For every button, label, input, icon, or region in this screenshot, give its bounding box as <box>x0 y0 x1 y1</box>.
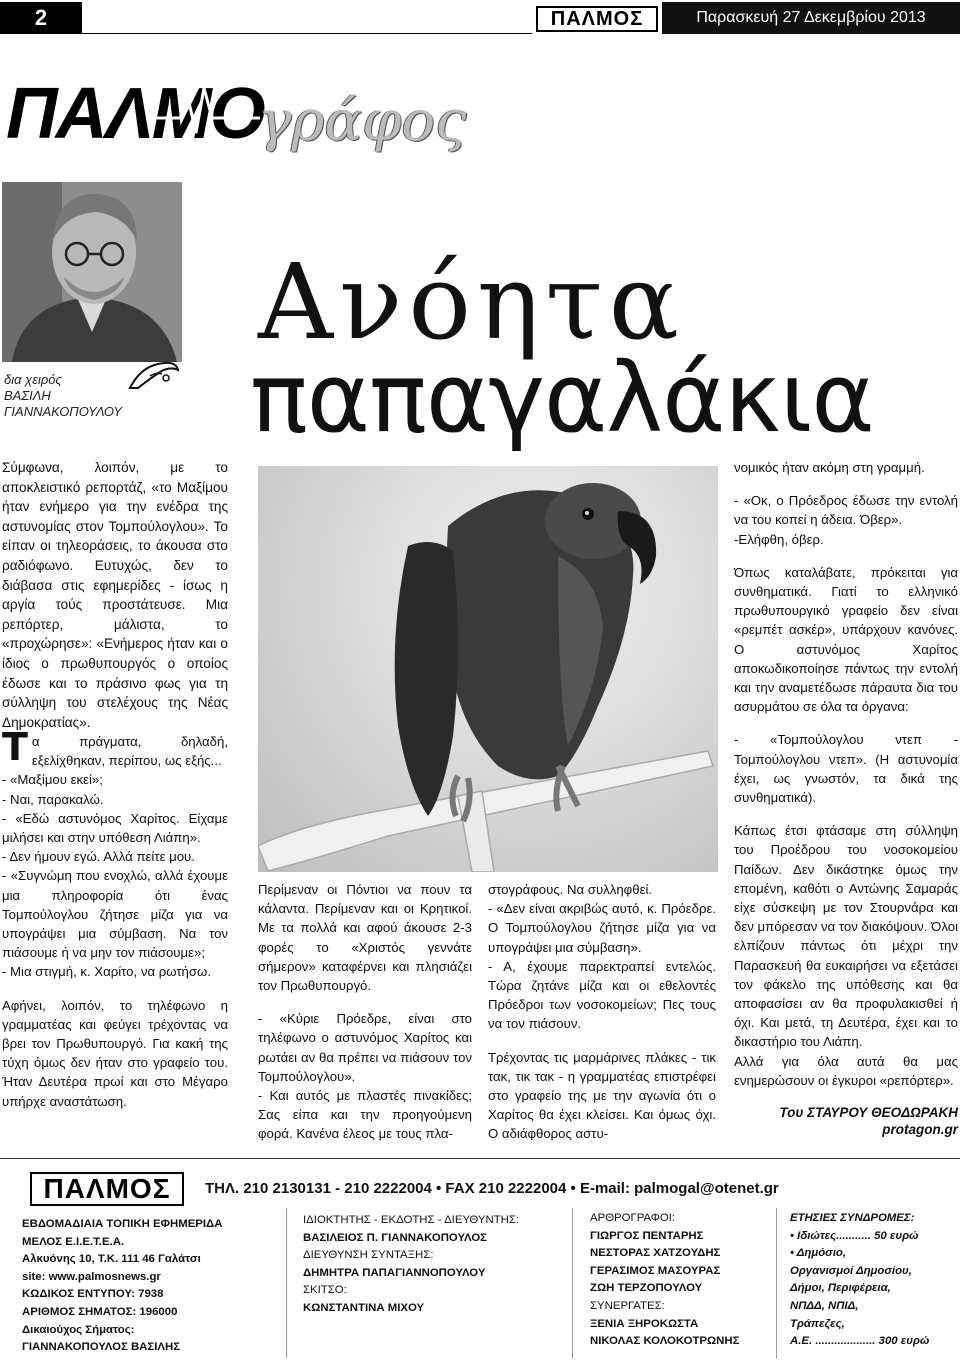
footer-line: Αλκυόνης 10, Τ.Κ. 111 46 Γαλάτσι <box>22 1253 201 1266</box>
dialogue-line: - Α, έχουμε παρεκτραπεί εντελώς. Τώρα ζητάνε μίζα και οι εθελοντές Πρόεδροι των νοσοκομείων; Πες τους να τον πιάσουν. <box>488 958 716 1032</box>
subscription-line: Δήμοι, Περιφέρεια, <box>790 1282 891 1295</box>
byline-first-name: ΒΑΣΙΛΗ <box>4 388 51 403</box>
footer-line: Δικαιούχος Σήματος: <box>22 1323 135 1336</box>
footer-name: ΓΕΡΑΣΙΜΟΣ ΜΑΣΟΥΡΑΣ <box>590 1264 721 1277</box>
byline-last-name: ΓΙΑΝΝΑΚΟΠΟΥΛΟΥ <box>4 404 122 419</box>
dialogue-line: - «Οκ, ο Πρόεδρος έδωσε την εντολή να του κοπεί η άδεια. Όβερ». <box>734 493 958 528</box>
headline <box>250 241 950 454</box>
dialogue-line: - Δεν ήμουν εγώ. Αλλά πείτε μου. <box>2 849 195 865</box>
article-column-2 <box>258 880 472 1144</box>
body-paragraph: νομικός ήταν ακόμη στη γραμμή. <box>734 460 925 475</box>
headline-line-1: Ανόητα <box>258 241 686 363</box>
footer-divider <box>286 1208 287 1358</box>
signature-source: protagon.gr <box>882 1122 958 1137</box>
signature-author: Του ΣΤΑΥΡΟΥ ΘΕΟΔΩΡΑΚΗ <box>779 1105 958 1120</box>
body-paragraph: Αφήνει, λοιπόν, το τηλέφωνο η γραμματέας και φεύγει τρέχοντας να βρει τον Πρωθυπουργό. Για κακή της τύχη όμως δεν ήταν στο γραφείο του. Ήταν Δευτέρα πρωί και στο Μέγαρο υπήρχε αναστάτωση. <box>2 997 228 1109</box>
subscription-line: • Δημόσιο, <box>790 1247 847 1260</box>
footer-name: ΖΩΗ ΤΕΡΖΟΠΟΥΛΟΥ <box>590 1282 703 1295</box>
pulse-line-icon <box>150 78 260 138</box>
subscription-line: • Ιδιώτες........... 50 ευρώ <box>790 1229 919 1242</box>
drop-cap: Τ <box>2 725 28 769</box>
header-rule <box>82 33 532 34</box>
column-masthead-script: γράφος <box>258 89 467 154</box>
dialogue-line: - «Δεν είναι ακριβώς αυτό, κ. Πρόεδρε. Ο Τομπούλογλου ζήτησε μίζα για να υπογράψει μια σύμβαση». <box>488 901 716 955</box>
footer-staff <box>303 1212 553 1318</box>
subscription-line: Α.Ε. ................... 300 ευρώ <box>790 1335 930 1348</box>
subscription-line: Τράπεζες, <box>790 1317 845 1330</box>
dialogue-line: - «Μαξίμου εκεί»; <box>2 772 103 788</box>
body-paragraph: Αλλά για όλα αυτά θα μας ενημερώσουν οι έγκυροι «ρεπόρτερ». <box>734 1053 958 1088</box>
header-logo: ΠΑΛΜΟΣ <box>536 6 658 32</box>
dialogue-line: - Και αυτός με πλαστές πινακίδες; Σας είπα και την προηγούμενη φορά. Κανένα έλεος με τους πλα- <box>258 1088 472 1142</box>
footer-name: ΚΩΝΣΤΑΝΤΙΝΑ ΜΙΧΟΥ <box>303 1301 425 1314</box>
footer-heading: ΔΙΕΥΘΥΝΣΗ ΣΥΝΤΑΞΗΣ: <box>303 1249 434 1262</box>
dialogue-line: -Ελήφθη, όβερ. <box>734 531 824 547</box>
author-photo <box>2 182 182 362</box>
parrot-photo <box>258 466 718 872</box>
headline-line-2: παπαγαλάκια <box>250 342 874 454</box>
dialogue-line: - Ναι, παρακαλώ. <box>2 791 104 807</box>
footer-name: ΒΑΣΙΛΕΙΟΣ Π. ΓΙΑΝΝΑΚΟΠΟΥΛΟΣ <box>303 1231 488 1244</box>
subscription-line: Οργανισμοί Δημοσίου, <box>790 1264 912 1277</box>
footer-heading: ΙΔΙΟΚΤΗΤΗΣ - ΕΚΔΟΤΗΣ - ΔΙΕΥΘΥΝΤΗΣ: <box>303 1214 520 1226</box>
footer-publication-info <box>22 1216 272 1357</box>
footer-name: ΞΕΝΙΑ ΞΗΡΟΚΩΣΤΑ <box>590 1317 699 1330</box>
footer-divider <box>776 1208 777 1358</box>
article-lead <box>2 458 228 732</box>
page-number: 2 <box>0 2 82 34</box>
footer-contact: ΤΗΛ. 210 2130131 - 210 2222004 • FAX 210 2222004 • E-mail: palmogal@otenet.gr <box>205 1180 779 1197</box>
footer-line: site: www.palmosnews.gr <box>22 1270 161 1283</box>
footer-line: ΓΙΑΝΝΑΚΟΠΟΥΛΟΣ ΒΑΣΙΛΗΣ <box>22 1341 181 1354</box>
body-paragraph: Κάπως έτσι φτάσαμε στη σύλληψη του Προέδρου του νοσοκομείου Παίδων. Δεν δικάστηκε όμως την επομένη, καθότι ο Αντώνης Σαμαράς είχε σύσκεψη με τον Στουρνάρα και δεν μπόρεσαν να τον διακόψουν. Όλοι ελπίζουν πάντως ότι μέχρι την Παρασκευή θα ευκαιρήσει να εξετάσει τον φάκελο της υπόθεσης και θα αποφασίσει αν θα προφυλακισθεί ή όχι. Και μετά, τη Δευτέρα, έχει και το δικαστήριο του Λιάπη. <box>734 823 958 1050</box>
footer-name: ΓΙΩΡΓΟΣ ΠΕΝΤΑΡΗΣ <box>590 1229 704 1242</box>
byline-intro: δια χειρός <box>4 372 62 387</box>
article-column-4 <box>734 458 958 1090</box>
header-date: Παρασκευή 27 Δεκεμβρίου 2013 <box>662 2 960 34</box>
footer-heading: ΣΚΙΤΣΟ: <box>303 1284 347 1297</box>
byline <box>4 372 122 420</box>
footer-line: ΚΩΔΙΚΟΣ ΕΝΤΥΠΟΥ: 7938 <box>22 1288 164 1301</box>
subscription-line: ΝΠΔΔ, ΝΠΙΔ, <box>790 1299 859 1312</box>
footer-line: ΑΡΙΘΜΟΣ ΣΗΜΑΤΟΣ: 196000 <box>22 1305 178 1318</box>
body-paragraph: Περίμεναν οι Πόντιοι να πουν τα κάλαντα. Περίμεναν και οι Κρητικοί. Με τα πολλά και αφού άκουσε 2-3 φορές το «Χριστός γεννάτε σήμερον» καταφέρνει και πλησιάζει τον Πρωθυπουργό. <box>258 882 472 994</box>
article-column-3 <box>488 880 716 1144</box>
footer-name: ΔΗΜΗΤΡΑ ΠΑΠΑΓΙΑΝΝΟΠΟΥΛΟΥ <box>303 1266 486 1279</box>
lead-paragraph: Σύμφωνα, λοιπόν, με το αποκλειστικό ρεπορτάζ, «το Μαξίμου ήταν ενήμερο για την ενέδρα της αστυνομίας στον Τομπούλογλου». Το είπαν οι τηλεοράσεις, το άκουσα στο ραδιόφωνο. Ευτυχώς, δεν το διάβασα στις εφημερίδες - ίσως η αργία τούς προστάτευσε. Μια ρεπόρτερ, μάλιστα, το «προχώρησε»: «Ενήμερος ήταν και ο ίδιος ο πρωθυπουργός ο οποίος έδωσε και το πράσινο φως για τη σύλληψη του στελέχους της Νέας Δημοκρατίας». <box>2 460 228 730</box>
footer-logo: ΠΑΛΜΟΣ <box>30 1172 184 1206</box>
footer-line: ΕΒΔΟΜΑΔΙΑΙΑ ΤΟΠΙΚΗ ΕΦΗΜΕΡΙΔΑ <box>22 1218 223 1230</box>
dialogue-line: - «Συγνώμη που ενοχλώ, αλλά έχουμε μια πληροφορία ότι ένας Τομπούλογλου ζήτησε μίζα για να υπογράψει μια σύμβαση. Να τον πιάσουμε ή να μην τον πιάσουμε»; <box>2 868 228 961</box>
dialogue-line: - «Τομπούλογλου ντεπ - Τομπούλογλου ντεπ». (Η αστυνομία έχει, ως γνωστόν, τα δικά της συνθηματικά). <box>734 732 958 806</box>
footer-subscriptions <box>790 1210 960 1351</box>
footer-writers <box>590 1210 780 1351</box>
footer-heading: ΕΤΗΣΙΕΣ ΣΥΝΔΡΟΜΕΣ: <box>790 1212 915 1224</box>
footer-name: ΝΙΚΟΛΑΣ ΚΟΛΟΚΟΤΡΩΝΗΣ <box>590 1335 740 1348</box>
dialogue-line: - Μια στιγμή, κ. Χαρίτο, να ρωτήσω. <box>2 964 211 980</box>
quill-pen-icon <box>126 358 182 392</box>
footer-line: ΜΕΛΟΣ Ε.Ι.Ε.Τ.Ε.Α. <box>22 1235 125 1248</box>
footer-heading: ΑΡΘΡΟΓΡΑΦΟΙ: <box>590 1212 676 1224</box>
footer-rule <box>0 1158 960 1159</box>
body-paragraph: Τα πράγματα, δηλαδή, εξελίχθηκαν, περίπου, ως εξής... <box>2 725 228 769</box>
footer-divider <box>572 1208 573 1358</box>
article-column-1 <box>2 725 228 1111</box>
body-paragraph: Τρέχοντας τις μαρμάρινες πλάκες - τικ τακ, τικ τακ - η γραμματέας επιστρέφει στο γραφείο της με την αγωνία ότι ο Χαρίτος θα έχει κλείσει. Και όμως όχι. Ο αδιάφθορος αστυ- <box>488 1049 716 1142</box>
article-signature <box>734 1104 958 1138</box>
body-paragraph: Όπως καταλάβατε, πρόκειται για συνθηματικά. Γιατί το ελληνικό πρωθυπουργικό γραφείο δεν είναι «ρεμπέτ ασκέρ», υπάρχουν κανόνες. Ο αστυνόμος Χαρίτος αποκωδικοποίησε πάντως την εντολή και την αναμετέδωσε πάραυτα δια του ασυρμάτου σε όλα τα όργανα: <box>734 564 958 715</box>
footer-heading: ΣΥΝΕΡΓΑΤΕΣ: <box>590 1299 665 1312</box>
dialogue-line: - «Κύριε Πρόεδρε, είναι στο τηλέφωνο ο αστυνόμος Χαρίτος και ρωτάει αν θα πρέπει να πιάσουν τον Τομπούλογλου». <box>258 1011 472 1084</box>
footer-name: ΝΕΣΤΟΡΑΣ ΧΑΤΖΟΥΔΗΣ <box>590 1247 721 1260</box>
dialogue-line: - «Εδώ αστυνόμος Χαρίτος. Είχαμε μιλήσει και στην υπόθεση Λιάπη». <box>2 810 228 846</box>
body-paragraph: στογράφους. Να συλληφθεί. <box>488 882 653 897</box>
column-masthead: ΠΑΛΜΟ <box>6 74 264 154</box>
